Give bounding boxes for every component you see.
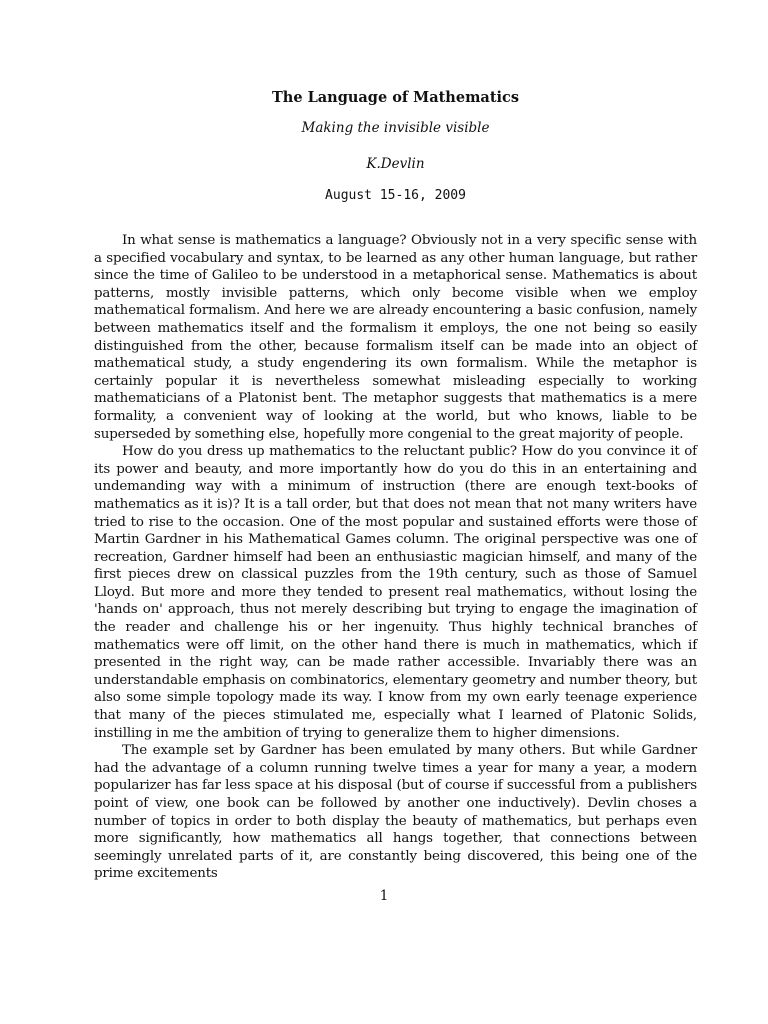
paragraph-2: How do you dress up mathematics to the reluctant public? How do you convince it of its power and beauty, and more importantly how do you do this in an entertaining and undemanding way with a minimum of instruction (there are enough text-books of mathematics as it is)? It is a tall order, but that does not mean that not many writers have tried to rise to the occasion. One of the most popular and sustained efforts were those of Martin Gardner in his Mathematical Games column. The original perspective was one of recreation, Gardner himself had been an enthusiastic magician himself, and many of the first pieces drew on classical puzzles from the 19th century, such as those of Samuel Lloyd. But more and more they tended to present real mathematics, without losing the 'hands on' approach, thus not merely describing but trying to engage the imagination of the reader and challenge his or her ingenuity. Thus highly technical branches of mathematics were off limit, on the other hand there is much in mathematics, which if presented in the right way, can be made rather accessible. Invariably there was an understandable emphasis on combinatorics, elementary geometry and number theory, but also some simple topology made its way. I know from my own early teenage experience that many of the pieces stimulated me, especially what I learned of Platonic Solids, instilling in me the ambition of trying to generalize them to higher dimensions. [94, 444, 697, 741]
document-title: The Language of Mathematics [271, 89, 520, 106]
paragraph-1: In what sense is mathematics a language? Obviously not in a very specific sense with a specified vocabulary and syntax, to be learned as any other human language, but rather since the time of Galileo to be understood in a metaphorical sense. Mathematics is about patterns, mostly invisible patterns, which only become visible when we employ mathematical formalism. And here we are already encountering a basic confusion, namely between mathematics itself and the formalism it employs, the one not being so easily distinguished from the other, because formalism itself can be made into an object of mathematical study, a study engendering its own formalism. While the metaphor is certainly popular it is nevertheless somewhat misleading especially to working mathematicians of a Platonist bent. The metaphor suggests that mathematics is a mere formality, a convenient way of looking at the world, but who knows, liable to be superseded by something else, hopefully more congenial to the great majority of people. [94, 233, 697, 442]
page-number: 1 [379, 888, 389, 904]
document-author: K.Devlin [366, 156, 425, 172]
document-subtitle: Making the invisible visible [301, 120, 490, 136]
paragraph-3: The example set by Gardner has been emulated by many others. But while Gardner had the advantage of a column running twelve times a year for many a year, a modern popularizer has far less space at his disposal (but of course if successful from a publishers point of view, one book can be followed by another one inductively). Devlin choses a number of topics in order to both display the beauty of mathematics, but perhaps even more significantly, how mathematics all hangs together, that connections between seemingly unrelated parts of it, are constantly being discovered, this being one of the prime excitements [94, 743, 697, 882]
document-body [94, 232, 697, 883]
document-page [94, 88, 697, 883]
document-date: August 15-16, 2009 [325, 188, 466, 203]
